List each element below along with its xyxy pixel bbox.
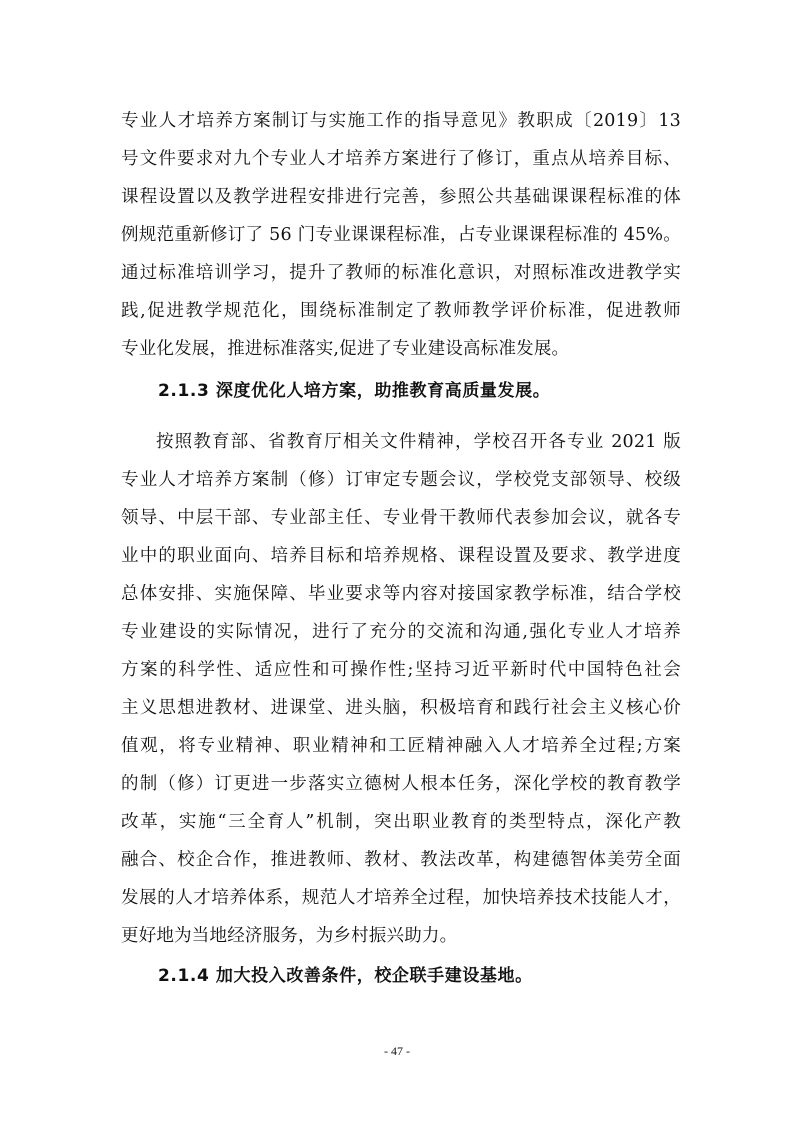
text-line: 主义思想进教材、进课堂、进头脑，积极培育和践行社会主义核心价 xyxy=(121,698,681,718)
text-line: 值观，将专业精神、职业精神和工匠精神融入人才培养全过程;方案 xyxy=(121,736,681,756)
text-line: 例规范重新修订了 56 门专业课课程标准，占专业课课程标准的 45%。 xyxy=(121,225,681,245)
text-line: 发展的人才培养体系，规范人才培养全过程，加快培养技术技能人才， xyxy=(121,888,681,908)
text-line: 号文件要求对九个专业人才培养方案进行了修订，重点从培养目标、 xyxy=(121,149,681,169)
text-line: 改革，实施“三全育人”机制，突出职业教育的类型特点，深化产教 xyxy=(121,812,681,832)
text-line: 按照教育部、省教育厅相关文件精神，学校召开各专业 2021 版 xyxy=(156,432,681,452)
text-line: 融合、校企合作，推进教师、教材、教法改革，构建德智体美劳全面 xyxy=(121,850,681,870)
text-line: 课程设置以及教学进程安排进行完善，参照公共基础课课程标准的体 xyxy=(121,187,681,207)
section-heading-2-1-4: 2.1.4 加大投入改善条件，校企联手建设基地。 xyxy=(158,966,533,986)
text-line: 业中的职业面向、培养目标和培养规格、课程设置及要求、教学进度 xyxy=(121,546,681,566)
text-line: 专业人才培养方案制订与实施工作的指导意见》教职成〔2019〕13 xyxy=(121,111,681,131)
text-line: 总体安排、实施保障、毕业要求等内容对接国家教学标准，结合学校 xyxy=(121,584,681,604)
text-line: 更好地为当地经济服务，为乡村振兴助力。 xyxy=(121,926,458,946)
text-line: 专业化发展，推进标准落实,促进了专业建设高标准发展。 xyxy=(121,339,570,359)
text-line: 通过标准培训学习，提升了教师的标准化意识，对照标准改进教学实 xyxy=(121,263,681,283)
text-line: 的制（修）订更进一步落实立德树人根本任务，深化学校的教育教学 xyxy=(121,774,681,794)
text-line: 领导、中层干部、专业部主任、专业骨干教师代表参加会议，就各专 xyxy=(121,508,681,528)
text-line: 方案的科学性、适应性和可操作性;坚持习近平新时代中国特色社会 xyxy=(121,660,681,680)
page-number: - 47 - xyxy=(384,1044,410,1058)
text-line: 专业建设的实际情况，进行了充分的交流和沟通,强化专业人才培养 xyxy=(121,622,681,642)
section-heading-2-1-3: 2.1.3 深度优化人培方案，助推教育高质量发展。 xyxy=(158,381,551,401)
text-line: 践,促进教学规范化，围绕标准制定了教师教学评价标准，促进教师 xyxy=(121,301,681,321)
text-line: 专业人才培养方案制（修）订审定专题会议，学校党支部领导、校级 xyxy=(121,470,681,490)
